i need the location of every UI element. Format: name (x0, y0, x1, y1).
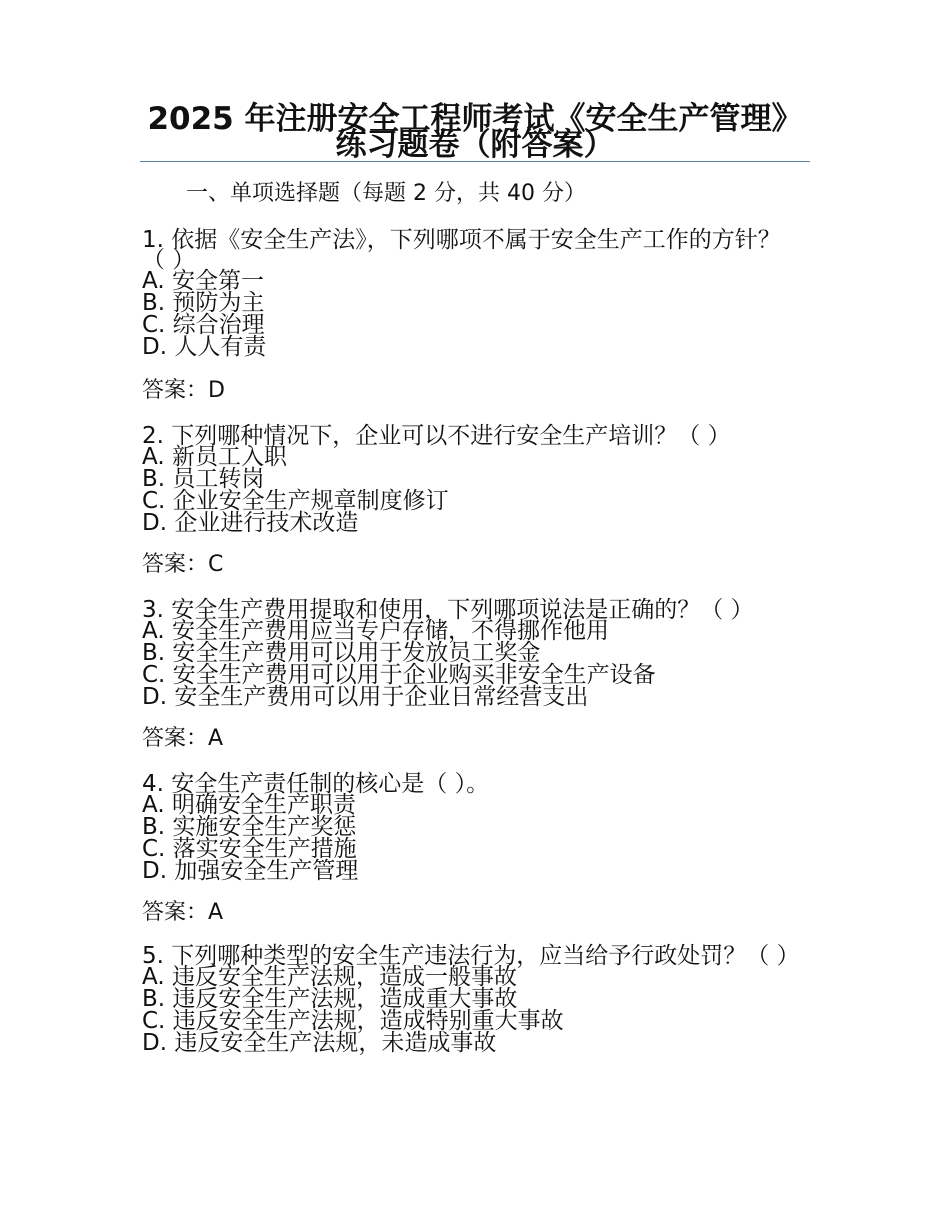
option-a: A. 安全第一 (142, 268, 264, 294)
option-c: C. 企业安全生产规章制度修订 (142, 488, 449, 514)
option-d: D. 安全生产费用可以用于企业日常经营支出 (142, 684, 589, 710)
option-c: C. 违反安全生产法规，造成特别重大事故 (142, 1008, 564, 1034)
option-a: A. 明确安全生产职责 (142, 792, 356, 818)
option-d: D. 违反安全生产法规，未造成事故 (142, 1030, 497, 1056)
question-2 (142, 420, 792, 534)
question-stem: 5. 下列哪种类型的安全生产违法行为，应当给予行政处罚？（ ） (142, 943, 800, 969)
title-underline (140, 161, 810, 162)
answer-1: 答案：D (142, 378, 225, 403)
option-b: B. 预防为主 (142, 290, 265, 316)
option-a: A. 违反安全生产法规，造成一般事故 (142, 964, 517, 990)
document-title: 2025 年注册安全工程师考试《安全生产管理》练习题卷（附答案） (147, 101, 803, 163)
question-stem: 1. 依据《安全生产法》，下列哪项不属于安全生产工作的方针？（ ） (142, 227, 781, 273)
option-d: D. 人人有责 (142, 334, 267, 360)
option-c: C. 安全生产费用可以用于企业购买非安全生产设备 (142, 662, 656, 688)
answer-2: 答案：C (142, 552, 224, 577)
option-b: B. 实施安全生产奖惩 (142, 814, 357, 840)
option-c: C. 落实安全生产措施 (142, 836, 357, 862)
question-4 (142, 768, 792, 882)
option-c: C. 综合治理 (142, 312, 265, 338)
option-b: B. 安全生产费用可以用于发放员工奖金 (142, 640, 541, 666)
option-a: A. 新员工入职 (142, 444, 287, 470)
option-a: A. 安全生产费用应当专户存储，不得挪作他用 (142, 618, 609, 644)
option-b: B. 违反安全生产法规，造成重大事故 (142, 986, 518, 1012)
question-stem: 4. 安全生产责任制的核心是（ ）。 (142, 771, 490, 797)
question-3 (142, 594, 792, 708)
question-1 (142, 224, 792, 358)
question-5 (142, 940, 800, 1056)
question-stem: 3. 安全生产费用提取和使用，下列哪项说法是正确的？（ ） (142, 597, 754, 623)
option-b: B. 员工转岗 (142, 466, 265, 492)
section-heading: 一、单项选择题（每题 2 分，共 40 分） (186, 181, 586, 206)
option-d: D. 企业进行技术改造 (142, 510, 359, 536)
option-d: D. 加强安全生产管理 (142, 858, 359, 884)
answer-4: 答案：A (142, 900, 224, 925)
question-stem: 2. 下列哪种情况下，企业可以不进行安全生产培训？（ ） (142, 423, 731, 449)
answer-3: 答案：A (142, 726, 224, 751)
